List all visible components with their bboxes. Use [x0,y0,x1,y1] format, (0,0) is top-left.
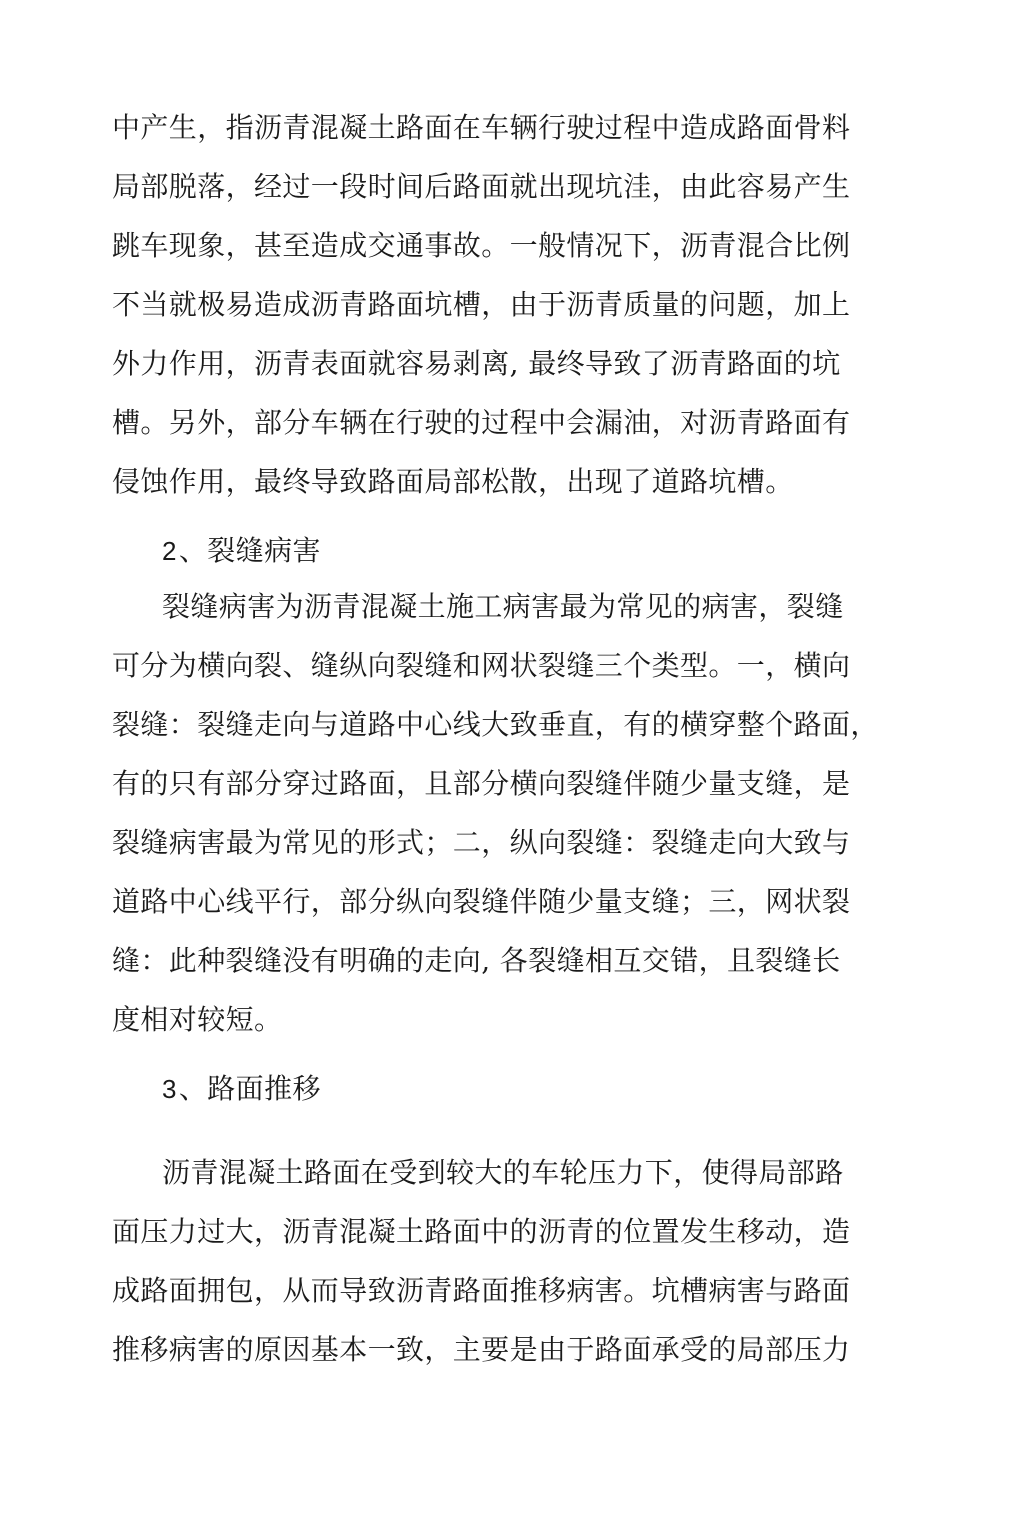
paragraph-line: 不当就极易造成沥青路面坑槽，由于沥青质量的问题，加上 [112,288,851,321]
paragraph-line: 裂缝病害为沥青混凝土施工病害最为常见的病害，裂缝 [162,590,844,623]
paragraph-line: 裂缝病害最为常见的形式；二，纵向裂缝：裂缝走向大致与 [112,826,851,859]
paragraph-line: 槽。另外，部分车辆在行驶的过程中会漏油，对沥青路面有 [112,406,851,439]
section-heading-2 [162,533,321,569]
paragraph-line: 侵蚀作用，最终导致路面局部松散，出现了道路坑槽。 [112,465,794,498]
paragraph-line: 道路中心线平行，部分纵向裂缝伴随少量支缝；三，网状裂 [112,885,851,918]
paragraph-line: 面压力过大，沥青混凝土路面中的沥青的位置发生移动，造 [112,1215,851,1248]
paragraph-line: 沥青混凝土路面在受到较大的车轮压力下，使得局部路 [162,1156,844,1189]
paragraph-line: 成路面拥包，从而导致沥青路面推移病害。坑槽病害与路面 [112,1274,851,1307]
paragraph-line: 外力作用，沥青表面就容易剥离, 最终导致了沥青路面的坑 [112,347,841,380]
section-title: 、裂缝病害 [178,534,321,567]
section-title: 、路面推移 [178,1072,321,1105]
section-number: 2 [162,536,177,566]
paragraph-line: 局部脱落，经过一段时间后路面就出现坑洼，由此容易产生 [112,170,851,203]
paragraph-line: 有的只有部分穿过路面，且部分横向裂缝伴随少量支缝，是 [112,767,851,800]
paragraph-line: 推移病害的原因基本一致，主要是由于路面承受的局部压力 [112,1333,851,1366]
paragraph-line: 度相对较短。 [112,1003,283,1036]
paragraph-line: 跳车现象，甚至造成交通事故。一般情况下，沥青混合比例 [112,229,851,262]
section-number: 3 [162,1074,177,1104]
paragraph-line: 可分为横向裂、缝纵向裂缝和网状裂缝三个类型。一，横向 [112,649,851,682]
section-heading-3 [162,1071,321,1107]
paragraph-line: 中产生，指沥青混凝土路面在车辆行驶过程中造成路面骨料 [112,111,851,144]
paragraph-line: 裂缝：裂缝走向与道路中心线大致垂直，有的横穿整个路面， [112,708,879,741]
paragraph-line: 缝：此种裂缝没有明确的走向, 各裂缝相互交错，且裂缝长 [112,944,841,977]
